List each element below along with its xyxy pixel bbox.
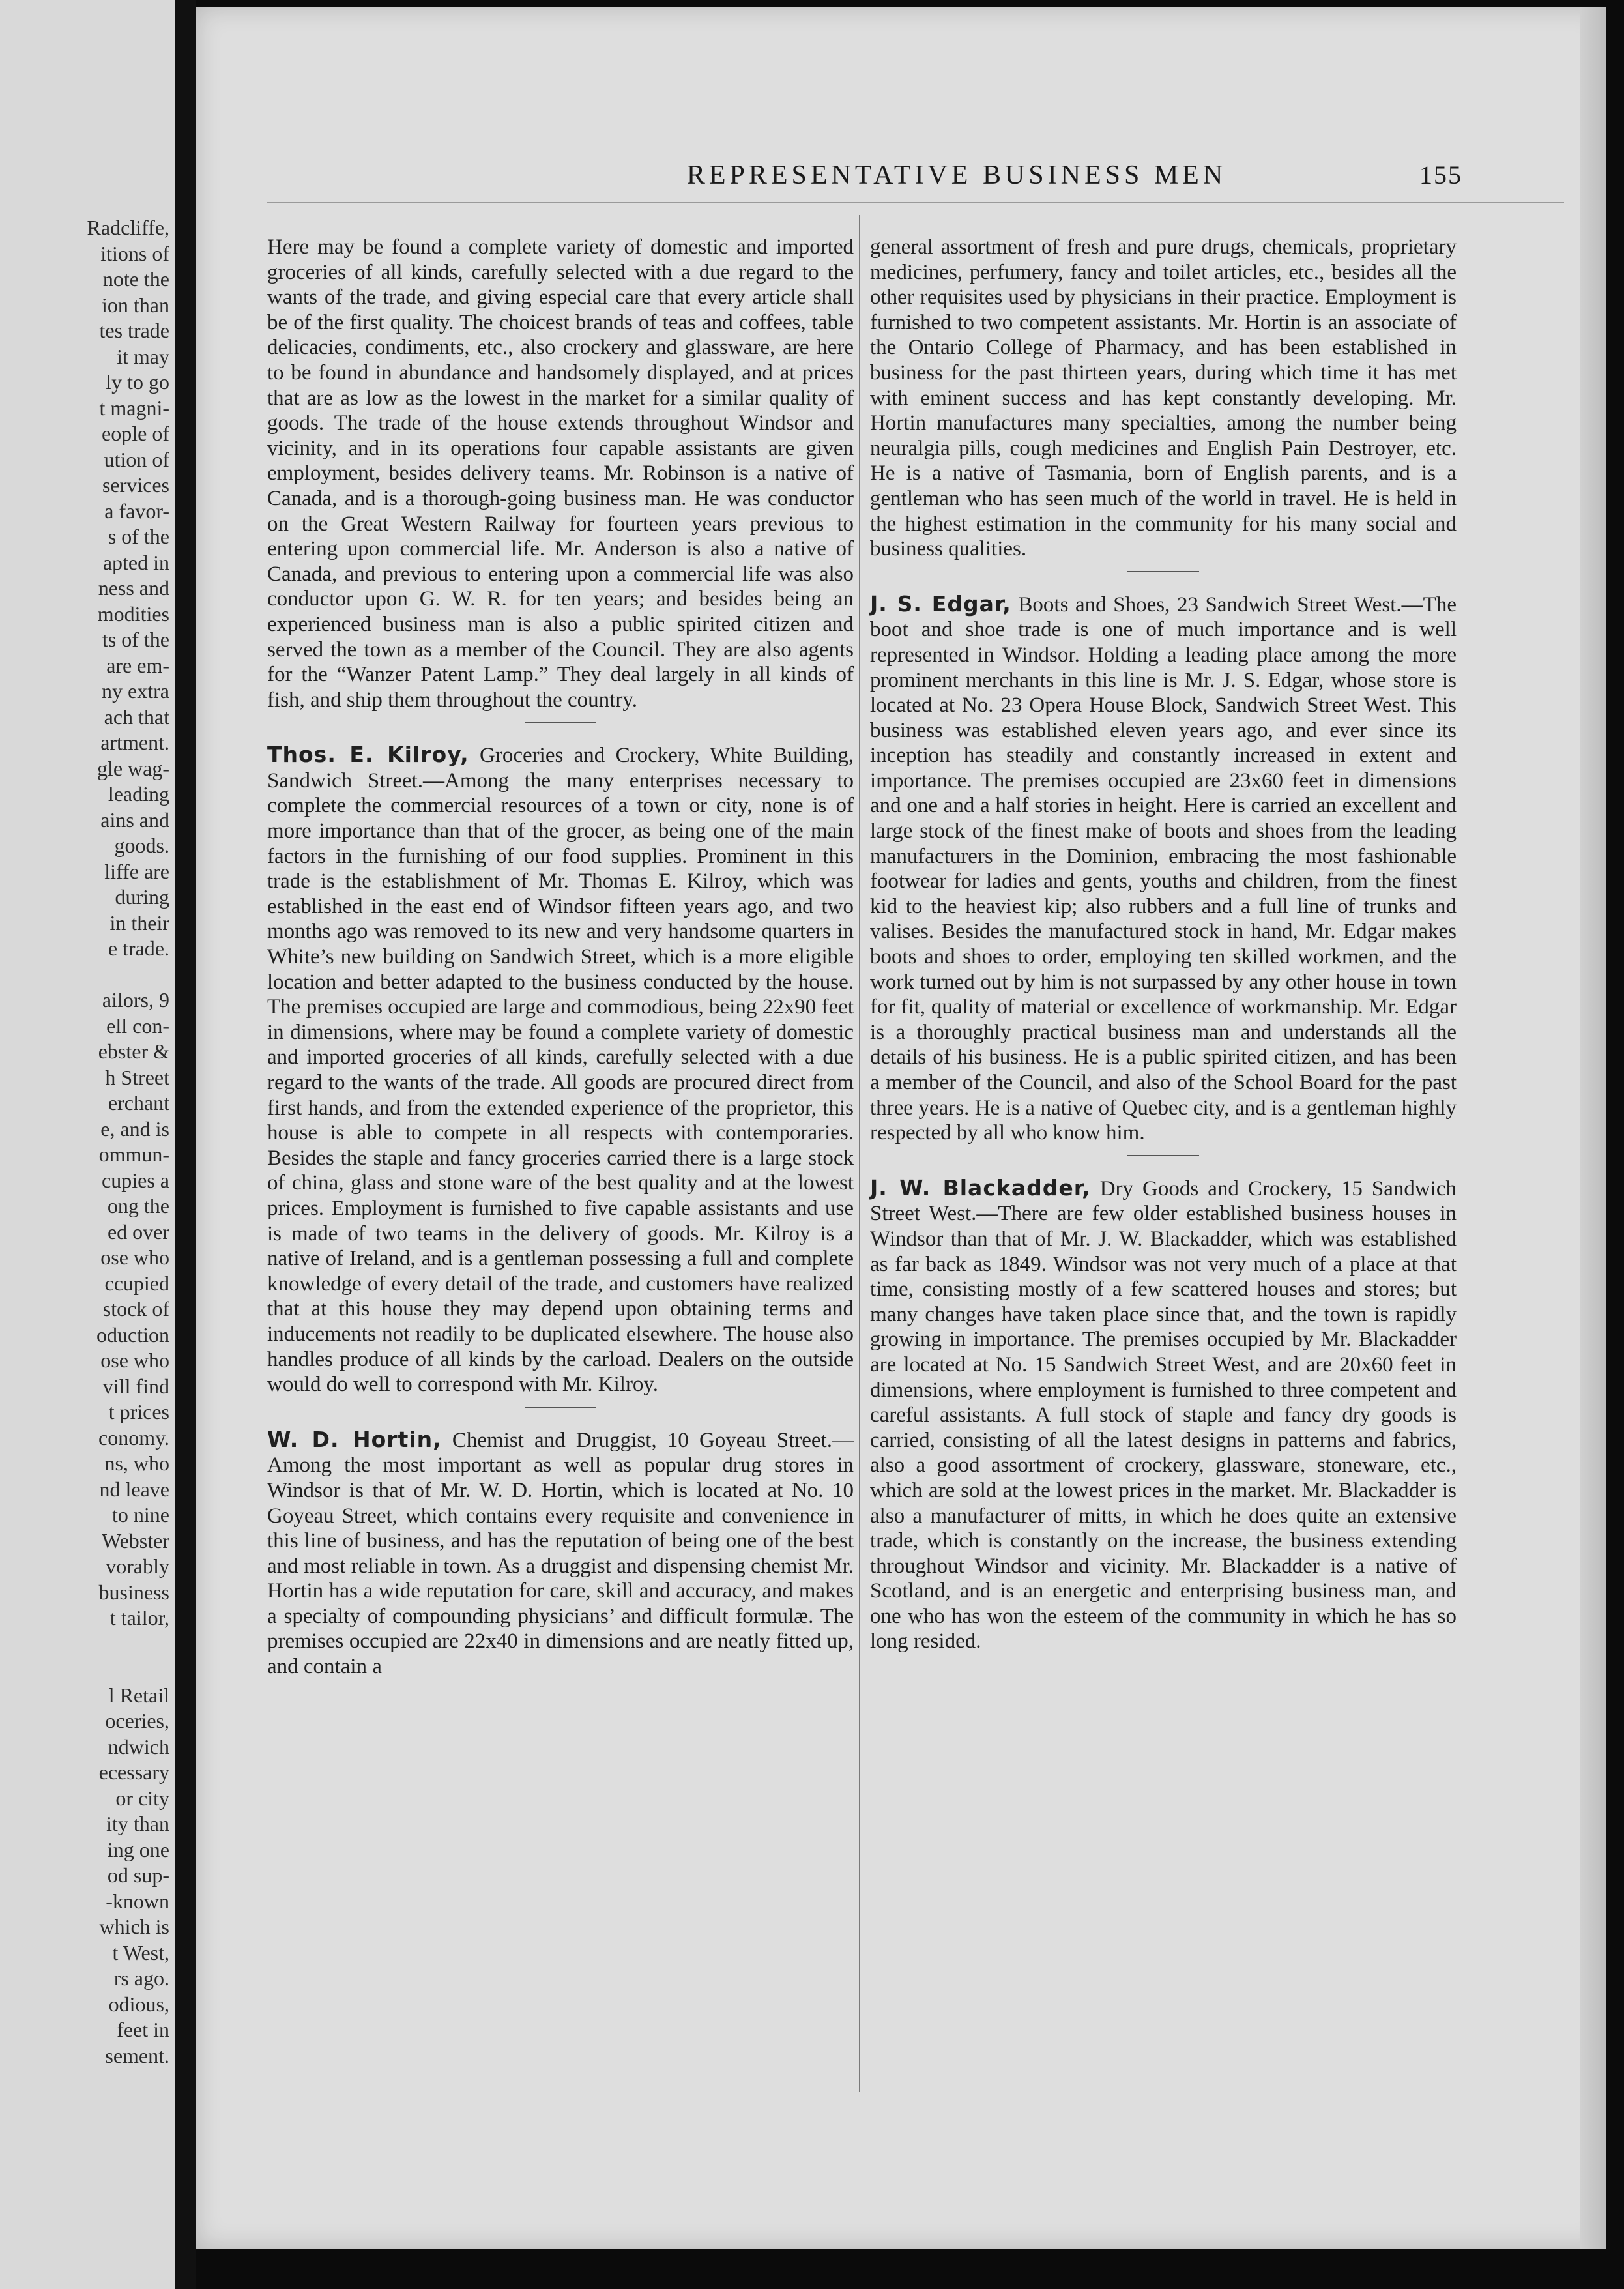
previous-page-line: artment. (100, 731, 169, 754)
previous-page-line: business (98, 1580, 169, 1604)
previous-page-line: ose who (100, 1246, 169, 1269)
previous-page-line: apted in (102, 550, 169, 574)
previous-page-line: tes trade (99, 319, 169, 342)
previous-page-line: conomy. (98, 1425, 169, 1450)
entry-separator (1127, 571, 1199, 572)
previous-page-line: ommun- (98, 1143, 169, 1166)
previous-page-line: ution of (104, 447, 169, 471)
blackadder-firm-name: J. W. Blackadder, (870, 1174, 1091, 1201)
previous-page-line: h Street (105, 1065, 169, 1089)
previous-page-line (20, 962, 169, 988)
previous-page-line: t magni- (99, 396, 169, 420)
blackadder-entry-text: Dry Goods and Crockery, 15 Sandwich Street West.—There are few older established business houses in Windsor than that of Mr. J. W. Blackadder, which was established as far back as 1849. Windsor was not very much of a place at that time, consisting mostly of a few scattered houses and stores; but many changes have taken place since that, and the town is rapidly growing in importance. The premises occupied by Mr. Blackadder are located at No. 15 Sandwich Street West, and are 20x60 feet in dimensions, where employment is furnished to three competent and careful assistants. A full stock of staple and fancy dry goods is carried, consisting of all the latest designs in patterns and fabrics, also a good assortment of crockery, glassware, stoneware, etc., which are sold at the lowest prices in the market. Mr. Blackadder is also a manufacturer of mitts, in which he does quite an extensive trade, which is constantly on the increase, the business extending throughout Windsor and vicinity. Mr. Blackadder is a native of Scotland, and is an energetic and enterprising business man, and one who has won the esteem of the community in which he has so long resided. (870, 1176, 1457, 1654)
previous-page-line: Radcliffe, (87, 216, 169, 239)
previous-page-line (20, 1657, 169, 1683)
previous-page-line: gle wag- (96, 756, 169, 780)
left-column (267, 235, 854, 1687)
previous-page-line: note the (102, 267, 169, 291)
edgar-firm-name: J. S. Edgar, (870, 590, 1011, 617)
robinson-entry-continuation: Here may be found a complete variety of domestic and imported groceries of all kinds, carefully selected with a due regard to the wants of the trade, and giving especial care that every article shall be of the first quality. The choicest brands of teas and coffees, table delicacies, condiments, etc., also crockery and glassware, are here to be found in abundance and handsomely displayed, and at prices that are as low as the lowest in the market for a similar quality of goods. The trade of the house extends throughout Windsor and vicinity, and in its operations four capable assistants are given employment, besides delivery teams. Mr. Robinson is a native of Canada, and is a thorough-going business man. He was conductor on the Great Western Railway for fourteen years previous to entering upon commercial life. Mr. Anderson is also a native of Canada, and previous to entering upon a commercial life was also conductor upon G. W. R. for ten years; and besides being an experienced business man is also a public spirited citizen and served the town as a member of the Council. They are also agents for the “Wanzer Patent Lamp.” They deal largely in all kinds of fish, and ship them throughout the country. (267, 235, 854, 712)
previous-page-line: -known (106, 1889, 169, 1913)
previous-page-line: l Retail (108, 1683, 169, 1707)
previous-page-line: ns, who (104, 1451, 169, 1475)
previous-page-line: which is (99, 1915, 169, 1938)
previous-page-line: t tailor, (109, 1606, 169, 1629)
previous-page-line: od sup- (107, 1863, 169, 1887)
book-gutter (175, 0, 196, 2289)
previous-page-line: itions of (100, 241, 169, 265)
previous-page-line: oduction (96, 1322, 169, 1347)
previous-page-line: modities (97, 602, 169, 626)
header-rule (267, 202, 1564, 203)
kilroy-entry (267, 742, 854, 1397)
previous-page-line: ndwich (108, 1734, 169, 1758)
previous-page-line: ains and (100, 808, 169, 832)
book-page (196, 7, 1606, 2249)
previous-page-line: ong the (107, 1194, 169, 1217)
previous-page-line: sement. (105, 2043, 169, 2067)
previous-page-line: during (115, 885, 169, 909)
previous-page-line: are em- (106, 653, 169, 677)
previous-page-line: t West, (112, 1940, 169, 1964)
entry-separator (525, 722, 596, 723)
hortin-entry (267, 1427, 854, 1680)
previous-page-line (20, 1631, 169, 1657)
previous-page-line: e trade. (108, 937, 169, 960)
previous-page-line: ion than (102, 293, 169, 317)
blackadder-entry (870, 1176, 1457, 1654)
previous-page-line: it may (117, 344, 169, 368)
previous-page-line: vill find (102, 1374, 169, 1398)
entry-separator (1127, 1155, 1199, 1156)
entry-separator (525, 1407, 596, 1408)
kilroy-firm-name: Thos. E. Kilroy, (267, 742, 469, 768)
page-number: 155 (1419, 160, 1462, 190)
previous-page-text (20, 215, 169, 2069)
previous-page-line: to nine (112, 1503, 169, 1526)
previous-page-line: oceries, (105, 1709, 169, 1732)
previous-page-line: goods. (114, 834, 169, 857)
previous-page-line: erchant (108, 1091, 169, 1115)
previous-page-line: stock of (102, 1297, 169, 1320)
hortin-entry-text: Chemist and Druggist, 10 Goyeau Street.—Among the most important as well as popular drug stores in Windsor is that of Mr. W. D. Hortin, which is located at No. 10 Goyeau Street, which contains every requisite and convenience in this line of business, and has the reputation of being one of the best and most reliable in town. As a druggist and dispensing chemist Mr. Hortin has a wide reputation for care, skill and accuracy, and makes a specialty of compounding physicians’ and difficult formulæ. The premises occupied are 22x40 in dimensions and are neatly fitted up, and contain a (267, 1428, 854, 1679)
previous-page-line: ecessary (98, 1760, 169, 1784)
previous-page-line: ebster & (98, 1040, 169, 1063)
previous-page-line: ach that (104, 705, 169, 729)
previous-page-line: or city (115, 1786, 169, 1810)
previous-page-line: ailors, 9 (102, 988, 169, 1012)
previous-page-line: s of the (108, 525, 169, 548)
previous-page-line: in their (109, 911, 169, 935)
previous-page-line: ny extra (102, 679, 169, 703)
previous-page-line: feet in (117, 2018, 169, 2041)
previous-page-line: t prices (108, 1400, 169, 1423)
previous-page-line: ose who (100, 1349, 169, 1372)
previous-page-line: ccupied (104, 1271, 169, 1295)
previous-page-line: eople of (102, 422, 169, 445)
previous-page-line: e, and is (100, 1116, 169, 1141)
edgar-entry-text: Boots and Shoes, 23 Sandwich Street West.—The boot and shoe trade is one of much importance and is well represented in Windsor. Holding a leading place among the more prominent merchants in this line is Mr. J. S. Edgar, whose store is located at No. 23 Opera House Block, Sandwich Street West. This business was established eleven years ago, and ever since its inception has steadily and constantly increased in extent and importance. The premises occupied are 23x60 feet in dimensions and one and a half stories in height. Here is carried an excellent and large stock of the finest make of boots and shoes from the leading manufacturers in the Dominion, embracing the most fashionable footwear for ladies and gents, youths and children, from the finest kid to the heaviest kip; also rubbers and a full line of trunks and valises. Besides the manufactured stock in hand, Mr. Edgar makes boots and shoes to order, employing ten skilled workmen, and the work turned out by him is not surpassed by any other house in town for fit, quality of material or excellence of workmanship. Mr. Edgar is a thoroughly practical business man and understands all the details of his business. He is a public spirited citizen, and has been a member of the Council, and also of the School Board for the past three years. He is a native of Quebec city, and is a gentleman highly respected by all who know him. (870, 592, 1457, 1145)
hortin-firm-name: W. D. Hortin, (267, 1426, 442, 1452)
previous-page-line: a favor- (104, 499, 169, 523)
previous-page-line: ly to go (106, 370, 169, 394)
previous-page-line: Webster (101, 1528, 169, 1553)
previous-page-line: ell con- (106, 1013, 169, 1038)
previous-page-line: liffe are (104, 859, 169, 883)
right-column (870, 235, 1457, 1662)
running-head-title: REPRESENTATIVE BUSINESS MEN (686, 160, 1227, 190)
previous-page-line: leading (108, 782, 169, 806)
edgar-entry (870, 592, 1457, 1146)
previous-page-line: vorably (106, 1554, 169, 1578)
previous-page-line: nd leave (99, 1477, 169, 1501)
kilroy-entry-text: Groceries and Crockery, White Building, Sandwich Street.—Among the many enterprises necessary to complete the commercial resources of a town or city, none is of more importance than that of the grocer, as being one of the main factors in the furnishing of our food supplies. Prominent in this trade is the establishment of Mr. Thomas E. Kilroy, which was established in the east end of Windsor fifteen years ago, and two months ago was removed to its new and very handsome quarters in White’s new building on Sandwich Street, which is a more eligible location and better adapted to the business conducted by the house. The premises occupied are large and commodious, being 22x90 feet in dimensions, where may be found a complete variety of domestic and imported groceries of all kinds, carefully selected with a due regard to the wants of the trade. All goods are procured direct from first hands, and from the extended experience of the proprietor, this house is able to compete in all respects with contemporaries. Besides the staple and fancy groceries carried there is a large stock of china, glass and stone ware of the best quality and at the lowest prices. Employment is furnished to five capable assistants and use is made of two teams in the delivery of goods. Mr. Kilroy is a native of Ireland, and is a gentleman possessing a full and complete knowledge of every detail of the trade, and customers have realized that at this house they may depend upon obtaining terms and inducements not readily to be duplicated elsewhere. The house also handles produce of all kinds by the carload. Dealers on the outside would do well to correspond with Mr. Kilroy. (267, 744, 854, 1397)
hortin-entry-continuation: general assortment of fresh and pure drugs, chemicals, proprietary medicines, perfumery, fancy and toilet articles, etc., besides all the other requisites used by physicians in their practice. Employment is furnished to two competent assistants. Mr. Hortin is an associate of the Ontario College of Pharmacy, and has been established in business for the past thirteen years, during which time it has met with eminent success and has kept constantly developing. Mr. Hortin manufactures many specialties, among the number being neuralgia pills, cough medicines and English Pain Destroyer, etc. He is a native of Tasmania, born of English parents, and is a gentleman who has seen much of the world in travel. He is held in the highest estimation in the community for his many social and business qualities. (870, 235, 1457, 561)
previous-page-line: services (102, 473, 169, 497)
previous-page (0, 0, 175, 2289)
page-edge (1580, 7, 1606, 2249)
previous-page-line: cupies a (102, 1168, 169, 1192)
column-divider (859, 215, 860, 2092)
previous-page-line: ts of the (102, 628, 169, 651)
previous-page-line: ness and (98, 576, 169, 600)
previous-page-line: ed over (107, 1219, 169, 1244)
previous-page-line: odious, (108, 1992, 169, 2016)
previous-page-line: rs ago. (113, 1966, 169, 1990)
previous-page-line: ing one (107, 1837, 169, 1861)
previous-page-line: ity than (106, 1812, 169, 1835)
